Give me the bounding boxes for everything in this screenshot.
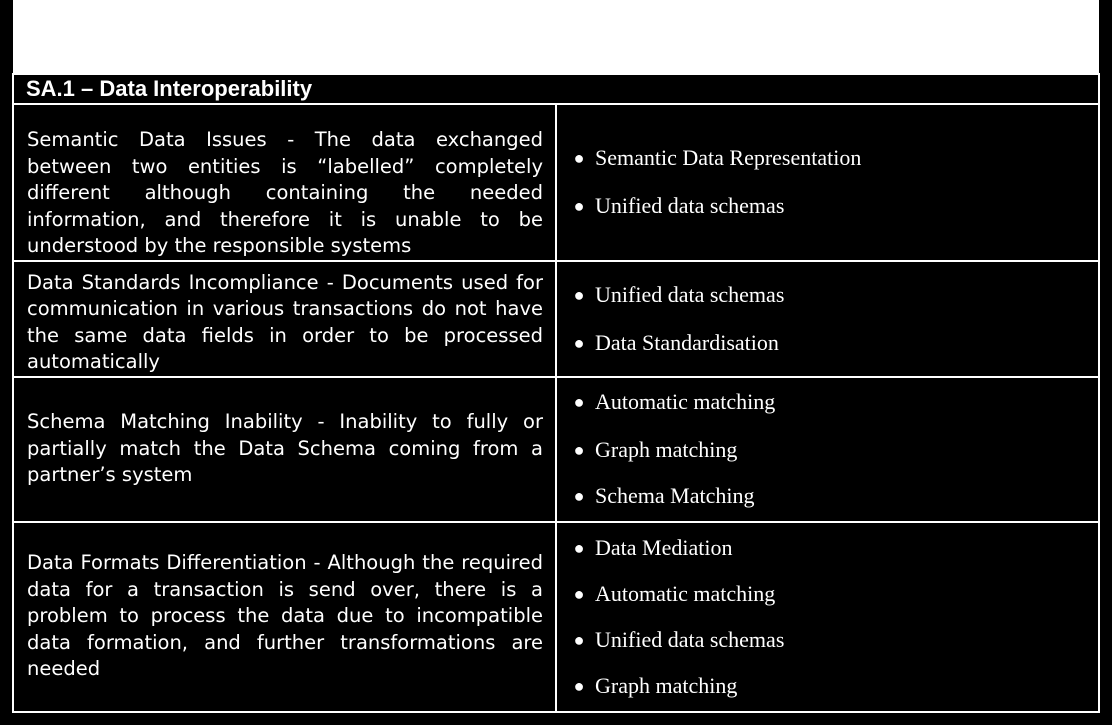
- technologies-cell: [556, 522, 1099, 712]
- bullet-icon: ●: [573, 332, 585, 353]
- white-header-band: [13, 0, 1099, 73]
- issue-description: Semantic Data Issues - The data exchanged between two entities is “labelled” completely different although containing the needed information, and therefore it is unable to be understood by the responsible systems: [27, 128, 543, 257]
- table-row: [13, 261, 1099, 377]
- issue-description: Data Formats Differentiation - Although the required data for a transaction is send over, there is a problem to process the data due to incompatible data formation, and further transformations are needed: [27, 551, 543, 681]
- table-title: SA.1 – Data Interoperability: [13, 74, 1099, 104]
- issue-description: Data Standards Incompliance - Documents used for communication in various transactions do not have the same data fields in order to be processed automatically: [27, 270, 543, 373]
- technology-item: ● Unified data schemas: [571, 282, 1098, 308]
- technology-item: ● Automatic matching: [571, 389, 1098, 415]
- technology-item: ● Unified data schemas: [571, 627, 1098, 653]
- bullet-icon: ●: [573, 148, 585, 169]
- table-row: [13, 104, 1099, 261]
- technologies-cell: [556, 104, 1099, 261]
- issue-description-cell: [13, 522, 556, 712]
- technology-item: ● Unified data schemas: [571, 193, 1098, 219]
- technology-list: [557, 282, 1098, 356]
- technology-item: ● Data Mediation: [571, 535, 1098, 561]
- table-row: [13, 522, 1099, 712]
- bullet-icon: ●: [573, 675, 585, 696]
- technology-item: ● Data Standardisation: [571, 330, 1098, 356]
- technology-item: ● Graph matching: [571, 673, 1098, 699]
- issue-description-cell: [13, 104, 556, 261]
- bullet-icon: ●: [573, 629, 585, 650]
- bullet-icon: ●: [573, 583, 585, 604]
- bullet-icon: ●: [573, 392, 585, 412]
- issue-description-cell: [13, 261, 556, 377]
- bullet-icon: ●: [573, 440, 585, 460]
- table-row: [13, 377, 1099, 522]
- technology-item: ● Automatic matching: [571, 581, 1098, 607]
- technology-list: [557, 389, 1098, 509]
- bullet-icon: ●: [573, 537, 585, 558]
- bullet-icon: ●: [573, 486, 585, 506]
- technologies-cell: [556, 261, 1099, 377]
- technology-list: [557, 145, 1098, 219]
- bullet-icon: ●: [573, 284, 585, 305]
- issue-description-cell: [13, 377, 556, 522]
- technology-item: ● Semantic Data Representation: [571, 145, 1098, 171]
- bullet-icon: ●: [573, 196, 585, 217]
- technologies-cell: [556, 377, 1099, 522]
- table-title-row: [13, 74, 1099, 104]
- technology-item: ● Graph matching: [571, 437, 1098, 463]
- interoperability-table: [12, 73, 1100, 713]
- technology-list: [557, 535, 1098, 699]
- technology-item: ● Schema Matching: [571, 483, 1098, 509]
- issue-description: Schema Matching Inability - Inability to fully or partially match the Data Schema coming from a partner’s system: [27, 410, 543, 487]
